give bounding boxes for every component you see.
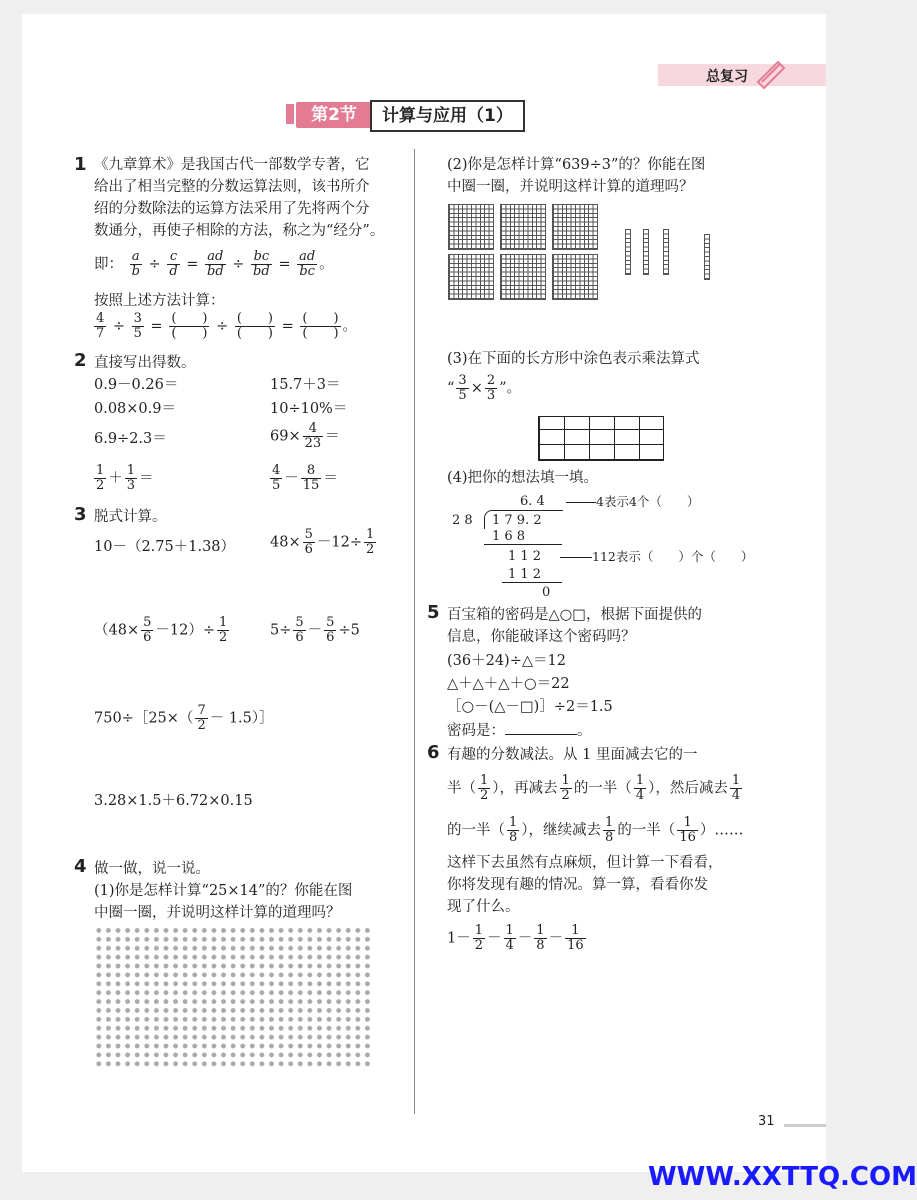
footer-rule — [784, 1124, 826, 1127]
question-6-number: 6 — [427, 742, 440, 763]
q1-instruction: 按照上述方法计算： — [94, 293, 225, 309]
section-marker — [286, 104, 294, 124]
note-2: 112表示（ ）个（ ） — [592, 549, 754, 564]
section-badge: 第2节 — [296, 102, 372, 128]
fraction: $\frac{5}{6}$ — [295, 615, 304, 645]
q5-equation: (36＋24)÷△＝12 — [447, 653, 566, 669]
q2-item: 10÷10%＝ — [270, 401, 348, 417]
question-3-number: 3 — [74, 504, 87, 525]
dot-grid-25x14[interactable] — [94, 926, 372, 1070]
q4-part1-text: (1)你是怎样计算“25×14”的？你能在图 中圈一圈，并说明这样计算的道理吗？ — [94, 883, 353, 921]
q6-line: 有趣的分数减法。从 1 里面减去它的一 — [447, 747, 698, 763]
fraction: $\frac{3}{5}$ — [133, 311, 142, 341]
q5-equation: ［○－(△－□)］÷2＝1.5 — [447, 699, 613, 715]
fraction: $\frac{1}{4}$ — [731, 773, 741, 803]
ten-rod[interactable] — [625, 229, 631, 275]
subtract-1: 1 6 8 — [492, 529, 526, 544]
header-tag: 总复习 — [706, 69, 748, 85]
q2-item: $\frac{4}{5}$ － $\frac{8}{15}$ ＝ — [272, 463, 338, 493]
column-divider — [414, 149, 415, 1114]
q1-line: 数通分，再使子相除的方法，称之为“经分”。 — [94, 223, 385, 239]
fraction: $\frac{1}{2}$ — [474, 923, 484, 953]
q3-expression: 48× $\frac{5}{6}$ －12÷ $\frac{1}{2}$ — [270, 527, 375, 557]
quotient: 6. 4 — [520, 494, 545, 509]
divisor: 2 8 — [452, 513, 473, 528]
fraction: $\frac{5}{6}$ — [304, 527, 313, 557]
fraction: $\frac{1}{4}$ — [635, 773, 645, 803]
hundred-block[interactable] — [552, 254, 598, 300]
question-4-title: 做一做，说一说。 — [94, 861, 210, 877]
fraction: $\frac{ad}{bc}$ — [299, 249, 316, 279]
final-remainder: 0 — [542, 585, 551, 600]
question-1-number: 1 — [74, 154, 87, 175]
hundred-block[interactable] — [448, 254, 494, 300]
q3-expression: 5÷ $\frac{5}{6}$ － $\frac{5}{6}$ ÷5 — [270, 615, 360, 645]
q6-expression: 1－ $\frac{1}{2}$ － $\frac{1}{4}$ － $\frac{1}{8}$ － $\frac{1}{16}$ — [447, 923, 584, 953]
answer-blank-fraction[interactable]: $\frac{( )}{( )}$ — [236, 311, 273, 341]
q1-formula-prefix: 即： — [94, 256, 123, 273]
fraction: $\frac{2}{3}$ — [486, 373, 496, 403]
fraction: $\frac{8}{15}$ — [302, 463, 320, 493]
answer-blank[interactable] — [505, 720, 577, 735]
q4-part3-expr: “ $\frac{3}{5}$ × $\frac{2}{3}$ ”。 — [447, 373, 522, 403]
fraction: $\frac{bc}{bd}$ — [253, 249, 270, 279]
pencil-icon — [754, 58, 788, 86]
fraction: $\frac{1}{8}$ — [536, 923, 545, 953]
question-4-number: 4 — [74, 856, 87, 877]
ten-rod[interactable] — [704, 234, 710, 280]
fraction: $\frac{1}{16}$ — [567, 923, 584, 953]
q1-formula: 即： $\frac{a}{b}$ ÷ $\frac{c}{d}$ = $\frac{ad}{bd}$ ÷ $\frac{bc}{bd}$ = $\frac{ad}{bc}$ 。 — [94, 249, 334, 279]
fraction: $\frac{7}{2}$ — [197, 703, 206, 733]
question-2-number: 2 — [74, 350, 87, 371]
hundred-block[interactable] — [552, 204, 598, 250]
q2-item: $\frac{1}{2}$ ＋ $\frac{1}{3}$ ＝ — [96, 463, 154, 493]
fraction: $\frac{4}{7}$ — [96, 311, 105, 341]
hundred-block[interactable] — [500, 254, 546, 300]
q6-line: 的一半（ $\frac{1}{8}$ ），继续减去 $\frac{1}{8}$ 的一半（ $\frac{1}{16}$ ）…… — [447, 815, 744, 845]
fraction: $\frac{c}{d}$ — [169, 249, 178, 279]
q5-answer: 密码是： 。 — [447, 720, 592, 742]
q6-line: 半（ $\frac{1}{2}$ ），再减去 $\frac{1}{2}$ 的一半（ $\frac{1}{4}$ ），然后减去 $\frac{1}{4}$ — [447, 773, 741, 803]
fraction: $\frac{1}{8}$ — [509, 815, 518, 845]
answer-blank-fraction[interactable]: $\frac{( )}{( )}$ — [302, 311, 339, 341]
fraction: $\frac{1}{16}$ — [679, 815, 696, 845]
page-number: 31 — [758, 1114, 775, 1129]
question-2-title: 直接写出得数。 — [94, 355, 196, 371]
q4-part2-text: (2)你是怎样计算“639÷3”的？你能在图 中圈一圈，并说明这样计算的道理吗？ — [447, 157, 706, 195]
fraction: $\frac{1}{3}$ — [126, 463, 136, 493]
fraction: $\frac{1}{2}$ — [219, 615, 228, 645]
note-1: 4表示4个（ ） — [596, 494, 700, 509]
fraction: $\frac{ad}{bd}$ — [207, 249, 224, 279]
q2-item: 69× $\frac{4}{23}$ ＝ — [270, 421, 340, 451]
question-3-title: 脱式计算。 — [94, 509, 167, 525]
answer-blank-fraction[interactable]: $\frac{( )}{( )}$ — [171, 311, 208, 341]
q4-part4-text: (4)把你的想法填一填。 — [447, 470, 599, 486]
fraction: $\frac{a}{b}$ — [131, 249, 140, 279]
dividend: 1 7 9. 2 — [492, 513, 542, 528]
q4-part3-text: (3)在下面的长方形中涂色表示乘法算式 — [447, 351, 700, 367]
q2-item: 6.9÷2.3＝ — [94, 431, 167, 447]
fraction: $\frac{1}{8}$ — [605, 815, 614, 845]
fraction: $\frac{1}{2}$ — [480, 773, 489, 803]
q3-expression: 750÷［25×（ $\frac{7}{2}$ － 1.5）］ — [94, 703, 274, 733]
fraction: $\frac{4}{5}$ — [272, 463, 281, 493]
fraction: $\frac{1}{2}$ — [561, 773, 570, 803]
ten-rod[interactable] — [643, 229, 649, 275]
q3-expression: （48× $\frac{5}{6}$ －12）÷ $\frac{1}{2}$ — [94, 615, 228, 645]
fraction: $\frac{4}{23}$ — [304, 421, 322, 451]
q1-exercise: $\frac{4}{7}$ ÷ $\frac{3}{5}$ = $\frac{( )}{( )}$ ÷ $\frac{( )}{( )}$ = $\frac{( )}{( )}$ 。 — [96, 311, 358, 341]
q5-equation: △＋△＋△＋○＝22 — [447, 676, 570, 692]
hundred-block[interactable] — [500, 204, 546, 250]
q1-line: 绍的分数除法的运算方法采用了先将两个分 — [94, 201, 370, 217]
fraction: $\frac{1}{4}$ — [505, 923, 514, 953]
question-5-text: 百宝箱的密码是△○□，根据下面提供的 信息，你能破译这个密码吗？ — [447, 607, 703, 645]
q2-item: 0.9－0.26＝ — [94, 377, 179, 393]
shading-rectangle[interactable] — [538, 416, 664, 461]
hundred-block[interactable] — [448, 204, 494, 250]
ten-rod[interactable] — [663, 229, 669, 275]
q1-line: 给出了相当完整的分数运算法则，该书所介 — [94, 179, 370, 195]
fraction: $\frac{5}{6}$ — [326, 615, 335, 645]
question-1-text — [94, 154, 384, 242]
fraction: $\frac{3}{5}$ — [458, 373, 467, 403]
q3-expression: 3.28×1.5＋6.72×0.15 — [94, 793, 253, 809]
fraction: $\frac{1}{2}$ — [96, 463, 105, 493]
page — [22, 14, 826, 1172]
watermark: WWW.XXTTQ.COM — [648, 1162, 917, 1192]
q1-line: 《九章算术》是我国古代一部数学专著，它 — [94, 157, 370, 173]
q2-item: 15.7＋3＝ — [270, 377, 341, 393]
remainder-1: 1 1 2 — [508, 549, 542, 564]
q2-item: 0.08×0.9＝ — [94, 401, 176, 417]
question-5-number: 5 — [427, 602, 440, 623]
q6-paragraph: 这样下去虽然有点麻烦，但计算一下看看， 你将发现有趣的情况。算一算，看看你发 现了什么。 — [447, 855, 723, 915]
q3-expression: 10－（2.75＋1.38） — [94, 539, 236, 555]
fraction: $\frac{1}{2}$ — [366, 527, 375, 557]
fraction: $\frac{5}{6}$ — [143, 615, 152, 645]
section-title: 计算与应用（1） — [370, 100, 525, 132]
subtract-2: 1 1 2 — [508, 567, 542, 582]
